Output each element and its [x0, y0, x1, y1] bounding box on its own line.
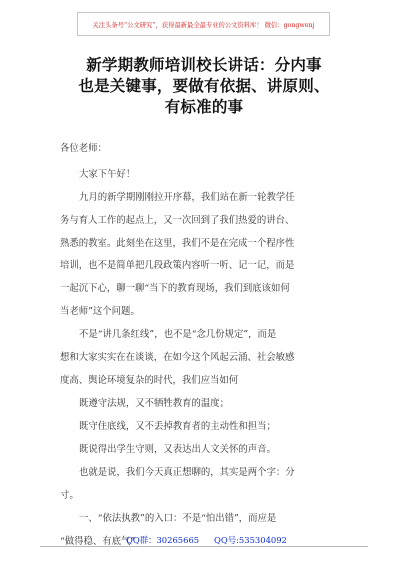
paragraph-greeting [60, 164, 358, 187]
paragraph-summary [60, 462, 358, 508]
paragraph-point [60, 393, 358, 416]
header-banner-text: 关注头条号“公文研究”，获得最新最全最专业的公文资料库！ 微信：gongwenj [92, 21, 315, 29]
footer-qq-number: QQ号:535304092 [214, 535, 287, 545]
text-line: “做得稳、有底气” [60, 535, 136, 547]
paragraph-intro [60, 187, 358, 324]
text-line: 既守住底线，又不丢掉教育者的主动性和担当； [79, 421, 276, 432]
page-title [40, 54, 368, 117]
paragraph-point [60, 416, 358, 439]
text-line: 务与育人工作的起点上，又一次回到了我们热爱的讲台、 [60, 214, 295, 226]
text-line: 既说得出学生守则，又表达出人文关怀的声音。 [79, 444, 276, 455]
header-banner [77, 12, 330, 36]
text-line: 九月的新学期刚刚拉开序幕，我们站在新一轮教学任 [79, 192, 295, 203]
text-line: 大家下午好！ [79, 169, 136, 180]
text-line: 一、“依法执教”的入口：不是“怕出错”，而应是 [79, 513, 277, 524]
text-line: 度高、舆论环境复杂的时代，我们应当如何 [60, 374, 239, 386]
text-line: 想和大家实实在在谈谈，在如今这个风起云涌、社会敏感 [60, 351, 295, 363]
text-line: 也就是说，我们今天真正想聊的，其实是两个字：分 [79, 467, 295, 478]
page-footer [0, 534, 408, 546]
title-line: 也是关键事，要做有依据、讲原则、 [78, 76, 330, 95]
text-line: 一起沉下心，聊一聊“当下的教育现场，我们到底该如何 [60, 283, 290, 295]
title-line: 有标准的事 [164, 97, 244, 116]
paragraph-point [60, 439, 358, 462]
footer-divider [40, 546, 368, 547]
text-line: 寸。 [60, 489, 79, 501]
text-line: 熟悉的教室。此刻坐在这里，我们不是在完成一个程序性 [60, 237, 295, 249]
text-line: 不是“讲几条红线”，也不是“念几份规定”，而是 [79, 329, 277, 340]
salutation: 各位老师： [60, 143, 107, 154]
text-line: 培训，也不是简单把几段政策内容听一听、记一记，而是 [60, 260, 295, 272]
title-line: 新学期教师培训校长讲话：分内事 [86, 55, 322, 74]
paragraph-topic [60, 324, 358, 392]
text-line: 当老师”这个问题。 [60, 305, 140, 317]
footer-qq-group: QQ群：30265665 [126, 535, 200, 545]
text-line: 既遵守法规，又不牺牲教育的温度； [79, 398, 230, 409]
